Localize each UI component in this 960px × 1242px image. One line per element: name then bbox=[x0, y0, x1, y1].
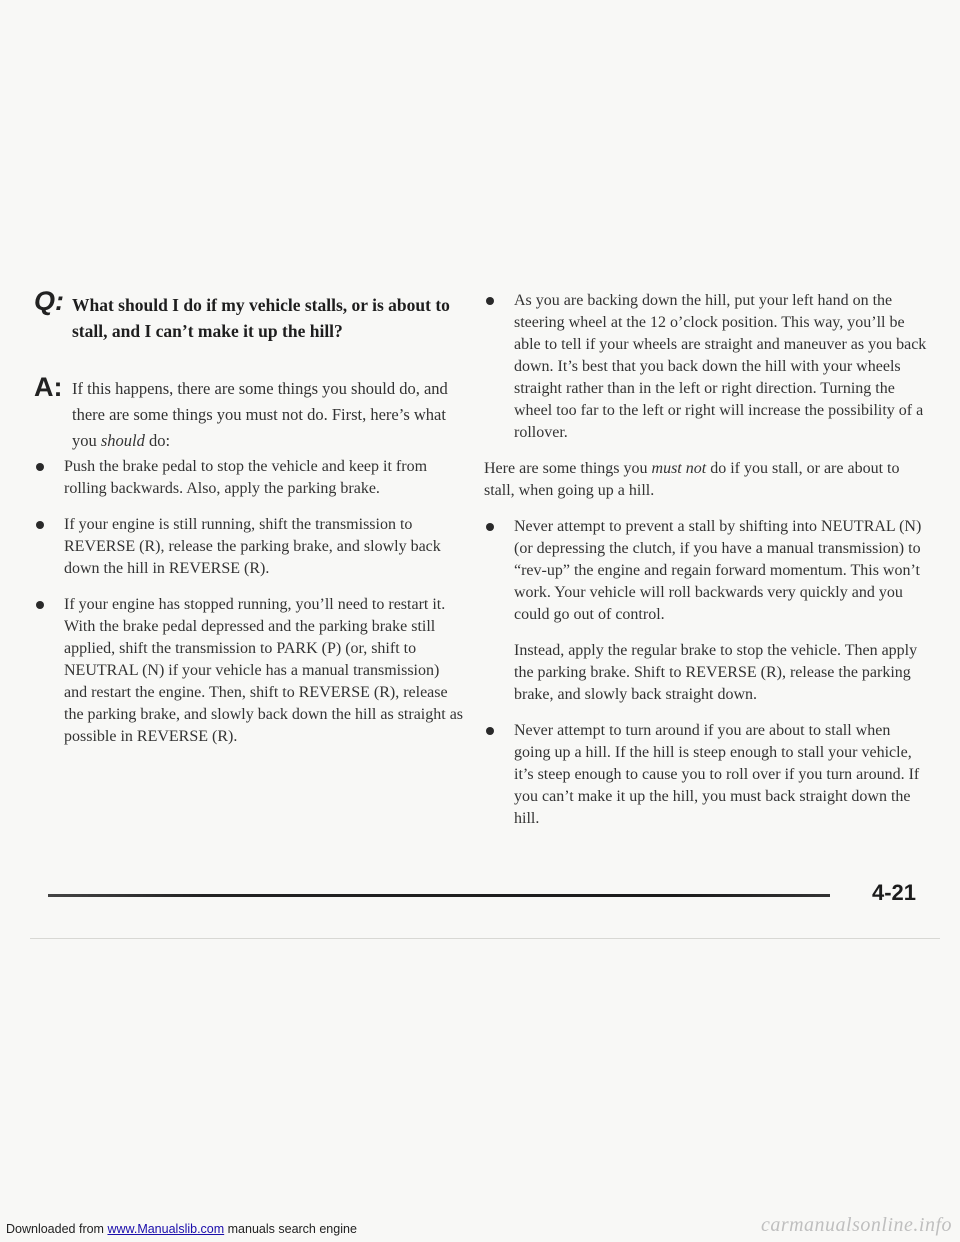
bullet-icon bbox=[486, 523, 494, 531]
manualslib-link[interactable]: www.Manualslib.com bbox=[107, 1222, 225, 1236]
list-item: If your engine is still running, shift the transmission to REVERSE (R), release the parking brake, and slowly back down the hill in REVERSE (R). bbox=[34, 514, 466, 580]
list-item: If your engine has stopped running, you’ll need to restart it. With the brake pedal depressed and the parking brake still applied, shift the transmission to PARK (P) (or, shift to NEUTRAL (N) if your vehicle has a manual transmission) and restart the engine. Then, shift to REVERSE (R), release the parking brake, and slowly back down the hill as straight as possible in REVERSE (R). bbox=[34, 594, 466, 748]
watermark: carmanualsonline.info bbox=[760, 1214, 952, 1236]
bullet-icon bbox=[36, 601, 44, 609]
list-item: As you are backing down the hill, put your left hand on the steering wheel at the 12 o’clock position. This way, you’ll be able to tell if your wheels are straight and maneuver as you back down. It’s best that you back down the hill with your wheels straight rather than in the left or right direction. Turning the wheel too far to the left or right will increase the possibility of a rollover. bbox=[484, 290, 930, 444]
list-item: Never attempt to turn around if you are about to stall when going up a hill. If the hill is steep enough to stall your vehicle, it’s steep enough to cause you to roll over if you turn around. If you can’t make it up the hill, you must back straight down the hill. bbox=[484, 720, 930, 830]
answer-mark: A: bbox=[34, 372, 63, 402]
bullet-icon bbox=[36, 521, 44, 529]
download-banner: Downloaded from www.Manualslib.com manuals search engine bbox=[6, 1222, 357, 1236]
must-not-emphasis: must not bbox=[651, 460, 707, 477]
list-item: Never attempt to prevent a stall by shifting into NEUTRAL (N) (or depressing the clutch, if you have a manual transmission) to “rev-up” the engine and regain forward momentum. This won’t work. Your vehicle will roll backwards very quickly and you could go out of control. bbox=[484, 516, 930, 626]
question-mark: Q: bbox=[34, 286, 64, 316]
bullet-icon bbox=[486, 727, 494, 735]
bullet-icon bbox=[36, 463, 44, 471]
question-text: What should I do if my vehicle stalls, or is about to stall, and I can’t make it up the hill? bbox=[72, 295, 450, 341]
left-column bbox=[34, 456, 466, 762]
instead-paragraph: Instead, apply the regular brake to stop the vehicle. Then apply the parking brake. Shift to REVERSE (R), release the parking brake, and slowly back straight down. bbox=[514, 642, 918, 703]
faint-divider bbox=[30, 938, 940, 939]
list-item: Push the brake pedal to stop the vehicle and keep it from rolling backwards. Also, apply the parking brake. bbox=[34, 456, 466, 500]
right-column bbox=[484, 290, 930, 844]
must-not-intro: Here are some things you must not do if you stall, or are about to stall, when going up a hill. bbox=[484, 460, 900, 499]
footer-rule bbox=[48, 894, 830, 897]
bullet-icon bbox=[486, 297, 494, 305]
answer-block bbox=[34, 372, 464, 454]
page-number: 4-21 bbox=[872, 880, 917, 905]
question-block bbox=[34, 286, 464, 344]
answer-text: If this happens, there are some things you should do, and there are some things you must not do. First, here’s what you should do: bbox=[72, 379, 448, 450]
answer-emphasis: should bbox=[100, 431, 145, 450]
